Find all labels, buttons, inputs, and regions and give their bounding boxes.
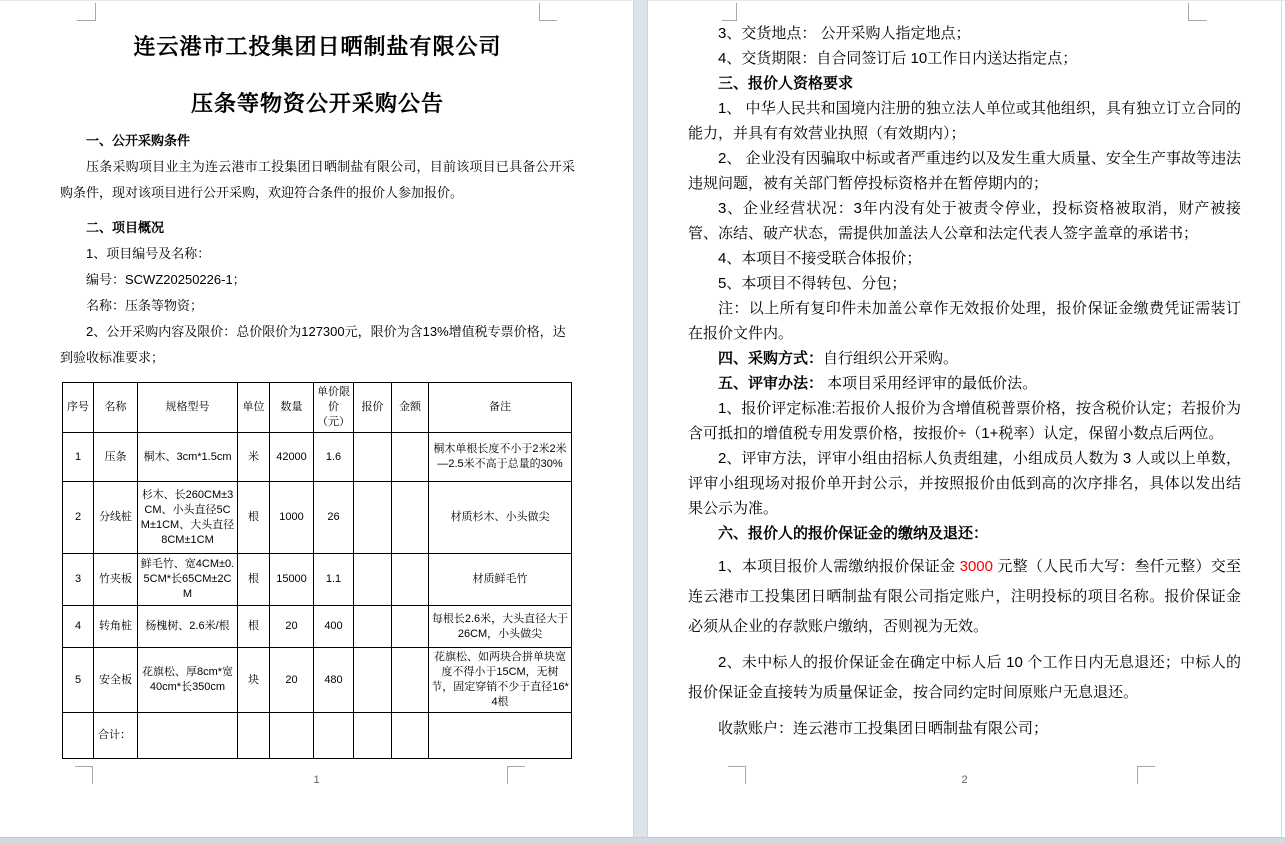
overview-line: 名称：压条等物资； [86, 298, 204, 313]
crop-mark-p1-top-left [77, 3, 96, 21]
table-cell [392, 482, 429, 554]
text-segment: 本项目采用经评审的最低价法。 [823, 375, 1038, 392]
text-segment: 3、交货地点： 公开采购人指定地点； [718, 25, 971, 42]
paragraph [688, 146, 1241, 196]
page2-right-edge [1281, 0, 1282, 838]
table-cell: 米 [238, 433, 270, 482]
table-cell [354, 554, 392, 606]
table-cell [392, 606, 429, 648]
table-cell: 竹夹板 [94, 554, 138, 606]
table-header-cell: 名称 [94, 383, 138, 433]
overview-line: 编号：SCWZ20250226-1； [86, 272, 246, 287]
table-cell: 1.1 [314, 554, 354, 606]
text-segment: 五、评审办法： [718, 375, 824, 392]
table-header-cell: 序号 [63, 383, 94, 433]
paragraph [688, 21, 1241, 46]
table-cell: 20 [270, 606, 314, 648]
table-cell: 块 [238, 648, 270, 713]
page-number-2: 2 [961, 774, 968, 786]
table-cell: 1 [63, 433, 94, 482]
table-cell: 42000 [270, 433, 314, 482]
table-cell [429, 713, 572, 759]
section-heading [688, 521, 1241, 546]
paragraph [688, 446, 1241, 521]
paragraph [688, 196, 1241, 246]
text-segment: 三、报价人资格要求 [718, 75, 854, 92]
table-cell: 杉木、长260CM±3CM、小头直径5CM±1CM、大头直径8CM±1CM [138, 482, 238, 554]
table-cell [392, 554, 429, 606]
table-cell: 480 [314, 648, 354, 713]
text-segment: 1、报价评定标准:若报价人报价为含增值税普票价格，按含税价认定；若报价为含可抵扣的增值税专用发票价格，按报价÷（1+税率）认定，保留小数点后两位。 [688, 400, 1241, 442]
table-cell [392, 433, 429, 482]
text-segment: 收款账户：连云港市工投集团日晒制盐有限公司； [718, 720, 1049, 737]
table-cell: 鲜毛竹、宽4CM±0.5CM*长65CM±2CM [138, 554, 238, 606]
table-cell: 2 [63, 482, 94, 554]
table-cell: 合计： [94, 713, 138, 759]
table-cell: 根 [238, 482, 270, 554]
table-cell: 杨槐树、2.6米/根 [138, 606, 238, 648]
section1-body: 压条采购项目业主为连云港市工投集团日晒制盐有限公司，目前该项目已具备公开采购条件，现对该项目进行公开采购，欢迎符合条件的报价人参加报价。 [60, 159, 575, 200]
table-row [63, 713, 572, 759]
table-cell: 5 [63, 648, 94, 713]
table-header-cell: 金额 [392, 383, 429, 433]
table-cell [392, 648, 429, 713]
text-segment: 3、企业经营状况：3年内没有处于被责令停业，投标资格被取消，财产被接管、冻结、破产状态，需提供加盖法人公章和法定代表人签字盖章的承诺书； [688, 200, 1241, 242]
text-segment: 1、 中华人民共和国境内注册的独立法人单位或其他组织，具有独立订立合同的能力，并具有有效营业执照（有效期内）； [688, 100, 1241, 142]
table-cell [354, 648, 392, 713]
table-row [63, 482, 572, 554]
paragraph [688, 714, 1241, 744]
table-cell: 转角桩 [94, 606, 138, 648]
table-cell [354, 713, 392, 759]
page-number-1: 1 [313, 774, 320, 786]
overview-line: 1、项目编号及名称： [86, 246, 211, 261]
table-row [63, 648, 572, 713]
table-cell: 4 [63, 606, 94, 648]
overview-line: 2、公开采购内容及限价：总价限价为127300元，限价为含13%增值税专票价格，达到验收标准要求； [60, 324, 566, 365]
page1-content [0, 32, 633, 759]
paragraph [688, 296, 1241, 346]
table-cell: 1000 [270, 482, 314, 554]
table-cell: 压条 [94, 433, 138, 482]
paragraph [688, 246, 1241, 271]
page-gap [633, 0, 648, 838]
text-segment: 1、本项目报价人需缴纳报价保证金 [718, 558, 960, 575]
table-cell: 3 [63, 554, 94, 606]
text-segment: 六、报价人的报价保证金的缴纳及退还： [718, 525, 989, 542]
table-cell: 花旗松、厚8cm*宽40cm*长350cm [138, 648, 238, 713]
table-cell: 每根长2.6米，大头直径大于26CM，小头做尖 [429, 606, 572, 648]
table-cell [354, 606, 392, 648]
section1-heading: 一、公开采购条件 [86, 133, 191, 148]
text-segment: 2、 企业没有因骗取中标或者严重违约以及发生重大质量、安全生产事故等违法违规问题，被有关部门暂停投标资格并在暂停期内的； [688, 150, 1241, 192]
crop-mark-p1-bottom-right [507, 766, 525, 784]
paragraph [688, 396, 1241, 446]
table-body [63, 433, 572, 759]
page-1[interactable] [0, 1, 633, 838]
table-header-cell: 报价 [354, 383, 392, 433]
paragraph [688, 46, 1241, 71]
page2-paragraphs [648, 1, 1281, 744]
text-segment: 4、本项目不接受联合体报价； [718, 250, 922, 267]
viewer-bottom-edge [0, 837, 1285, 844]
crop-mark-p1-bottom-left [75, 766, 93, 784]
table-header-row [63, 383, 572, 433]
table-cell: 材质杉木、小头做尖 [429, 482, 572, 554]
text-segment: 四、采购方式： [718, 350, 824, 367]
table-cell: 根 [238, 606, 270, 648]
table-cell: 安全板 [94, 648, 138, 713]
procurement-items-table [62, 382, 572, 759]
paragraph [688, 271, 1241, 296]
text-segment: 5、本项目不得转包、分包； [718, 275, 907, 292]
table-cell [314, 713, 354, 759]
table-header-cell: 备注 [429, 383, 572, 433]
crop-mark-p2-top-left [722, 3, 737, 21]
highlighted-text: 3000 [959, 558, 993, 575]
table-cell [63, 713, 94, 759]
table-cell: 根 [238, 554, 270, 606]
table-cell [354, 433, 392, 482]
table-header-cell: 数量 [270, 383, 314, 433]
page-2[interactable] [648, 1, 1281, 838]
table-cell [270, 713, 314, 759]
table-cell: 花旗松、如两块合拼单块宽度不得小于15CM，无树节，固定穿销不少于直径16*4根 [429, 648, 572, 713]
table-cell: 桐木单根长度不小于2米2米—2.5米不高于总量的30% [429, 433, 572, 482]
paragraph [688, 552, 1241, 642]
crop-mark-p2-bottom-right [1137, 766, 1155, 784]
table-cell: 分线桩 [94, 482, 138, 554]
section-heading [688, 71, 1241, 96]
table-cell: 材质鲜毛竹 [429, 554, 572, 606]
table-header-cell: 单位 [238, 383, 270, 433]
paragraph [688, 371, 1241, 396]
table-row [63, 606, 572, 648]
table-row [63, 554, 572, 606]
crop-mark-p2-bottom-left [728, 766, 746, 784]
paragraph [688, 346, 1241, 371]
table-cell [138, 713, 238, 759]
crop-mark-p1-top-right [539, 3, 557, 21]
text-segment: 2、评审方法，评审小组由招标人负责组建，小组成员人数为 3 人或以上单数，评审小组现场对报价单开封公示，并按照报价由低到高的次序排名，具体以发出结果公示为准。 [688, 450, 1241, 517]
table-row [63, 433, 572, 482]
document-title-line1: 连云港市工投集团日晒制盐有限公司 [133, 34, 502, 59]
table-cell: 400 [314, 606, 354, 648]
section2-lines [60, 241, 575, 371]
text-segment: 元整（人民币大写：叁仟元整）交至连云港市工投集团日晒制盐有限公司指定账户，注明投标的项目名称。报价保证金必须从企业的存款账户缴纳，否则视为无效。 [688, 558, 1242, 635]
table-cell [354, 482, 392, 554]
table-cell [238, 713, 270, 759]
table-cell: 20 [270, 648, 314, 713]
paragraph [688, 96, 1241, 146]
text-segment: 自行组织公开采购。 [823, 350, 959, 367]
paragraph [688, 648, 1241, 708]
table-header-cell: 规格型号 [138, 383, 238, 433]
text-segment: 4、交货期限：自合同签订后 10工作日内送达指定点； [718, 50, 1078, 67]
text-segment: 注：以上所有复印件未加盖公章作无效报价处理，报价保证金缴费凭证需装订在报价文件内。 [688, 300, 1241, 342]
table-cell: 26 [314, 482, 354, 554]
table-cell [392, 713, 429, 759]
text-segment: 2、未中标人的报价保证金在确定中标人后 10 个工作日内无息退还；中标人的报价保证金直接转为质量保证金，按合同约定时间原账户无息退还。 [688, 654, 1241, 701]
table-header-cell: 单价限价（元） [314, 383, 354, 433]
crop-mark-p2-top-right [1188, 3, 1207, 21]
section2-heading: 二、项目概况 [86, 220, 165, 235]
table-cell: 15000 [270, 554, 314, 606]
table-cell: 1.6 [314, 433, 354, 482]
table-cell: 桐木、3cm*1.5cm [138, 433, 238, 482]
document-title-line2: 压条等物资公开采购公告 [190, 91, 444, 116]
